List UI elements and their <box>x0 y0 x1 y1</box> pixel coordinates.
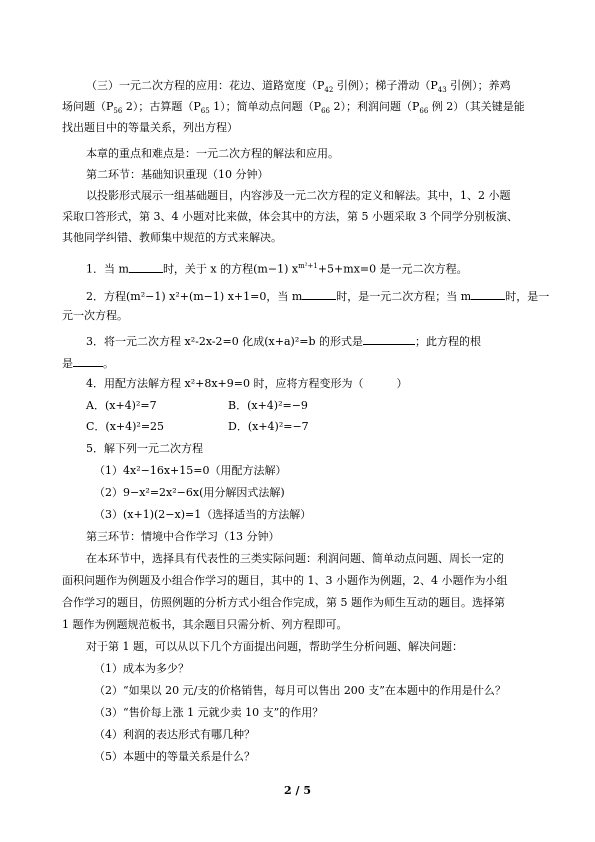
question-2: 2．方程(m²−1) x²+(m−1) x+1=0，当 m 时，是一元二次方程；当 m 时，是一 <box>86 290 550 303</box>
section-3-desc-line: 合作学习的题目，仿照例题的分析方式小组合作完成，第 5 题作为师生互动的题目。选择第 <box>62 596 505 609</box>
question-1-intro: 对于第 1 题，可以从以下几个方面提出问题，帮助学生分析问题、解决问题： <box>86 640 463 653</box>
option-b: B．(x+4)²=−9 <box>228 399 308 412</box>
para-applications-line-3: 找出题目中的等量关系，列出方程） <box>62 121 238 134</box>
guiding-question: （5）本题中的等量关系是什么？ <box>94 750 255 763</box>
guiding-question: （3）“售价每上涨 1 元就少卖 10 支”的作用？ <box>94 706 324 719</box>
key-point: 本章的重点和难点是：一元二次方程的解法和应用。 <box>86 147 339 160</box>
question-5-item: （1）4x²−16x+15=0（用配方法解） <box>94 464 287 477</box>
option-a: A．(x+4)²=7 <box>86 399 157 412</box>
section-3-title: 第三环节：情境中合作学习（13 分钟） <box>86 530 280 543</box>
para-applications-line-1: （三）一元二次方程的应用：花边、道路宽度（$P_{42}$ 引例）；梯子滑动（$P_{43}$ 引例）；养鸡 <box>86 79 511 95</box>
question-2-cont: 元一次方程。 <box>62 309 128 322</box>
question-1: 1．当 m 时，关于 x 的方程(m−1) $x^{m^2+1}+5+mx=0$ 是一元二次方程。 <box>86 262 468 276</box>
section-2-desc-line: 采取口答形式，第 3、4 小题对比来做，体会其中的方法，第 5 小题采取 3 个同学分别板演、 <box>62 210 518 223</box>
page-number: 2 / 5 <box>284 784 311 797</box>
question-4-stem: 4．用配方法解方程 x²+8x+9=0 时，应将方程变形为（ ） <box>86 377 408 390</box>
section-3-desc-line: 面积问题作为例题及小组合作学习的题目，其中的 1、3 小题作为例题，2、4 小题作为小组 <box>62 574 508 587</box>
para-applications-line-2: 场问题（$P_{56}$ 2）；古算题（$P_{65}$ 1）；简单动点问题（$P_{66}$ 2）；利润问题（$P_{66}$ 例 2）（其关键是能 <box>62 100 525 116</box>
section-3-desc-line: 1 题作为例题规范板书，其余题目只需分析、列方程即可。 <box>62 618 348 631</box>
section-2-desc-line: 其他同学纠错、教师集中规范的方式来解决。 <box>62 231 282 244</box>
guiding-question: （4）利润的表达形式有哪几种？ <box>94 728 255 741</box>
question-5-item: （3）(x+1)(2−x)=1（选择适当的方法解） <box>94 508 312 521</box>
option-d: D．(x+4)²=−7 <box>228 420 309 433</box>
guiding-question: （2）“如果以 20 元/支的价格销售，每月可以售出 200 支”在本题中的作用是什么？ <box>94 684 506 697</box>
question-5-stem: 5．解下列一元二次方程 <box>86 442 203 455</box>
guiding-question: （1）成本为多少？ <box>94 662 189 675</box>
section-2-title: 第二环节：基础知识重现（10 分钟） <box>86 168 269 181</box>
option-c: C．(x+4)²=25 <box>86 420 165 433</box>
section-2-desc-line: 以投影形式展示一组基础题目，内容涉及一元二次方程的定义和解法。其中，1、2 小题 <box>86 189 511 202</box>
question-3-cont: 是 。 <box>62 357 114 370</box>
section-3-desc-line: 在本环节中，选择具有代表性的三类实际问题：利润问题、简单动点问题、周长一定的 <box>86 552 504 565</box>
question-5-item: （2）9−x²=2x²−6x(用分解因式法解) <box>94 486 285 499</box>
question-3: 3．将一元二次方程 x²-2x-2=0 化成(x+a)²=b 的形式是 ；此方程的根 <box>86 335 481 348</box>
